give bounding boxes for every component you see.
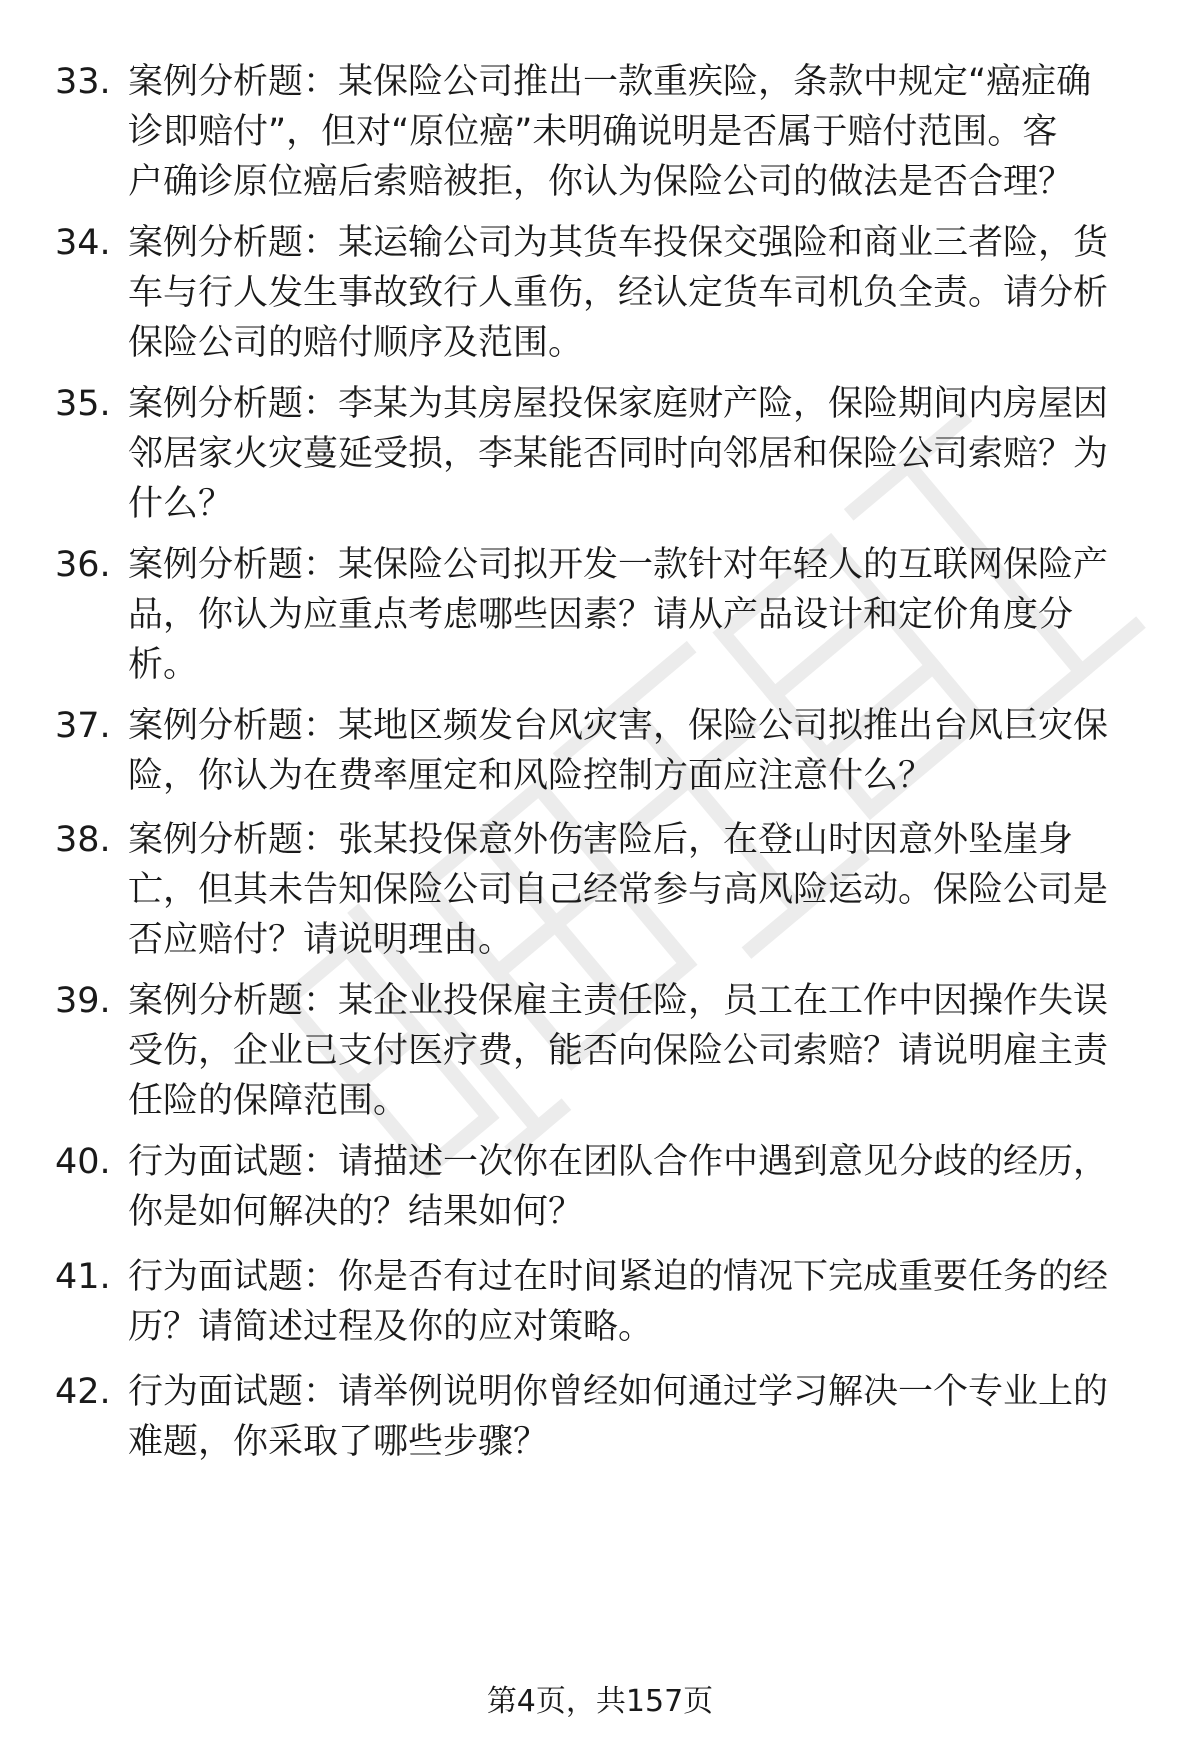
question-line: 案例分析题：某企业投保雇主责任险，员工在工作中因操作失误 [128,981,1109,1021]
question-line: 案例分析题：某地区频发台风灾害，保险公司拟推出台风巨灾保 [128,706,1109,746]
question-text [128,218,1148,368]
question-line: 难题，你采取了哪些步骤？ [128,1422,549,1462]
question-line: 任险的保障范围。 [128,1081,409,1121]
question-line: 行为面试题：你是否有过在时间紧迫的情况下完成重要任务的经 [128,1257,1109,1297]
question-text [128,379,1148,529]
question-line: 案例分析题：某保险公司拟开发一款针对年轻人的互联网保险产 [128,545,1109,585]
question-line: 案例分析题：李某为其房屋投保家庭财产险，保险期间内房屋因 [128,384,1109,424]
question-line: 车与行人发生事故致行人重伤，经认定货车司机负全责。请分析 [128,273,1109,313]
question-line: 否应赔付？请说明理由。 [128,920,514,960]
question-text [128,976,1148,1126]
question-number: 38. [55,820,111,860]
question-text [128,1367,1148,1467]
question-number: 35. [55,384,111,424]
question-line: 案例分析题：某保险公司推出一款重疾险，条款中规定“癌症确 [128,62,1092,102]
question-number: 39. [55,981,111,1021]
question-line: 户确诊原位癌后索赔被拒，你认为保险公司的做法是否合理？ [128,162,1074,202]
question-line: 亡，但其未告知保险公司自己经常参与高风险运动。保险公司是 [128,870,1109,910]
question-number: 37. [55,706,111,746]
question-number: 33. [55,62,111,102]
question-line: 行为面试题：请举例说明你曾经如何通过学习解决一个专业上的 [128,1372,1109,1412]
question-number: 42. [55,1372,111,1412]
question-line: 析。 [128,645,199,685]
question-line: 品，你认为应重点考虑哪些因素？请从产品设计和定价角度分 [128,595,1074,635]
question-line: 你是如何解决的？结果如何？ [128,1192,584,1232]
question-text [128,1137,1148,1237]
question-line: 险，你认为在费率厘定和风险控制方面应注意什么？ [128,756,934,796]
question-line: 邻居家火灾蔓延受损，李某能否同时向邻居和保险公司索赔？为 [128,434,1109,474]
question-text [128,1252,1148,1352]
question-line: 保险公司的赔付顺序及范围。 [128,323,584,363]
question-number: 36. [55,545,111,585]
question-text [128,815,1148,965]
question-line: 受伤，企业已支付医疗费，能否向保险公司索赔？请说明雇主责 [128,1031,1109,1071]
question-line: 行为面试题：请描述一次你在团队合作中遇到意见分歧的经历， [128,1142,1109,1182]
question-text [128,540,1148,690]
question-number: 34. [55,223,111,263]
page-footer: 第4页，共157页 [486,1684,714,1719]
question-line: 什么？ [128,484,234,524]
question-line: 诊即赔付”，但对“原位癌”未明确说明是否属于赔付范围。客 [128,112,1058,152]
question-line: 案例分析题：张某投保意外伤害险后，在登山时因意外坠崖身 [128,820,1074,860]
question-line: 历？请简述过程及你的应对策略。 [128,1307,654,1347]
question-text [128,701,1148,801]
question-number: 40. [55,1142,111,1182]
question-number: 41. [55,1257,111,1297]
question-line: 案例分析题：某运输公司为其货车投保交强险和商业三者险，货 [128,223,1109,263]
question-text [128,57,1148,207]
